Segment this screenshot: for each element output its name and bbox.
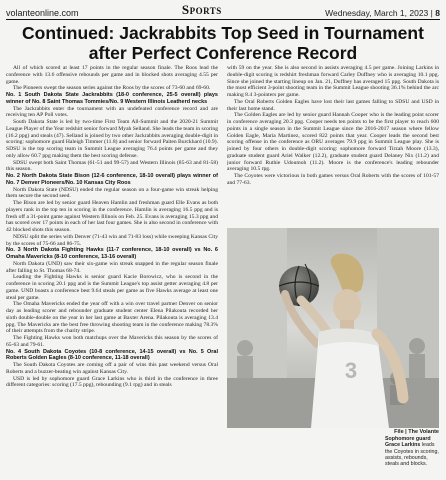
article-paragraph: The Coyotes were victorious in both games versus Oral Roberts with the scores of 101-57 and 77-63. <box>227 173 439 186</box>
article-paragraph: North Dakota (UND) saw their six-game win streak snapped in the regular season finale after falling to St. Thomas 68-74. <box>6 260 218 274</box>
article-paragraph: South Dakota State is led by two-time First Team All-Summit and the 2020-21 Summit League Player of the Year redshirt senior forward Myah Selland. She leads the team in scoring (16.2 ppg) and steals (47). Selland is joined by two other Jackrabbits averaging double-digit in scoring: sophomore guard Haleigh Timmer (11.8) and senior forward Paiten Burckhard (10.9). SDSU is the top scoring team in Summit League averaging 76.4 points per game and they only allow 60.7 ppg making them the best scoring defense. <box>6 119 218 159</box>
matchup-subhead: No. 2 North Dakota State Bison (12-6 conference, 18-10 overall) plays winner of No. 7 Denver Pioneers/No. 10 Kansas City Roos <box>6 173 218 186</box>
article-paragraph: North Dakota State (NDSU) ended the regular season on a four-game win streak helping them secure the second seed. <box>6 186 218 200</box>
article-paragraph: The Oral Roberts Golden Eagles have lost their last games falling to SDSU and USD in their last home stand. <box>227 98 439 112</box>
site-url[interactable]: volanteonline.com <box>6 8 79 18</box>
article-paragraph: All of which scored at least 17 points in the regular season finale. The Roos lead the conference with 13.6 offensive rebounds per game and in blocked shots averaging 4.55 per game. <box>6 65 218 85</box>
photo-credit <box>227 429 439 435</box>
masthead-rule <box>6 19 440 20</box>
basketball-photo <box>227 228 439 428</box>
photo-caption-subject: Sophomore guard Grace Larkins <box>385 436 431 449</box>
page-number: 8 <box>435 8 440 18</box>
masthead <box>6 2 440 18</box>
photo-caption <box>385 436 441 467</box>
article-paragraph: The Bison are led by senior guard Heaven Hamlin and freshman guard Elle Evans as both players rank in the top ten in scoring in the conference. Hamlin is averaging 16.5 ppg and is fresh off a 31-point game against Western Illinois on Feb. 25. Evans is averaging 15.3 ppg and has scored over 17 points in each of her last four games. She is also second in conference with 42 blocked shots this season. <box>6 200 218 233</box>
matchup-subhead: No. 4 South Dakota Coyotes (10-8 conference, 14-15 overall) vs No. 5 Oral Roberts Golden Eagles (8-10 conference, 11-18 overall) <box>6 348 218 362</box>
article-column-left <box>6 65 218 477</box>
article-paragraph: The Pioneers swept the season series against the Roos by the scores of 73-60 and 69-60. <box>13 85 211 92</box>
headline-line-1: Continued: Jackrabbits Top Seed in Tournament <box>22 23 424 43</box>
svg-text:3: 3 <box>344 358 358 383</box>
section-name: Sports <box>181 2 222 17</box>
photo-illustration <box>227 228 439 428</box>
article-paragraph: USD is led by sophomore guard Grace Larkins who is third in the conference in three different categories: scoring (17.5 ppg), rebounding (9.1 rpg) and in steals <box>6 375 218 389</box>
issue-date: Wednesday, March 1, 2023 <box>325 8 429 18</box>
article-paragraph: with 59 on the year. She is also second in assists averaging 4.5 per game. Joining Larkins in double-digit scoring is redshirt freshman forward Carley Duffney who is averaging 10.1 ppg. Since she joined the starting lineup on Jan. 21, Duffney has averaged 15 ppg. South Dakota is the most efficient 3-point shooting team in the Summit League shooting 36.1% behind the arc making 8.4 3-pointers per game. <box>227 65 439 98</box>
article-paragraph: NDSU split the series with Denver (71-43 win and 71-83 loss) while sweeping Kansas City by the scores of 75-66 and 86-75. <box>6 233 218 247</box>
headline <box>6 23 440 63</box>
article-paragraph: The Jackrabbits enter the tournament with an undefeated conference record and are receiving ten AP Poll votes. <box>6 105 218 119</box>
article-paragraph: The South Dakota Coyotes are coming off a pair of wins this past weekend versus Oral Roberts and a buzzer-beating win against Kansas City. <box>6 362 218 375</box>
article-paragraph: SDSU swept both Saint Thomas (61-51 and 99-57) and Western Illinois (85-63 and 81-58) this season. <box>6 159 218 173</box>
article-paragraph: The Golden Eagles are led by senior guard Hannah Cooper who is the leading point scorer in conference averaging 20.3 ppg. Cooper needs ten points to be the first player to reach 600 points in a single season in the Summit League since the 2016-2017 season where fellow Golden Eagle, Maria Martinez, scored 822 points that year. Cooper leads the second best scoring offense in the conference as ORU averages 79.9 ppg in Summit League play. She is joined by four others in double-digit scoring: sophomore forward Tirzah Moore (13.3), graduate student guard Ariel Walker (12.2), graduate student guard Delaney Nix (11.2) and junior forward Ruthie Udoumoh (11.2). Moore is the conference's leading rebounder averaging 10.5 rpg. <box>227 112 439 173</box>
article-paragraph: Leading the Fighting Hawks is senior guard Kacie Borowicz, who is second in the conference in scoring 20.1 ppg and is the Summit League's top assist getter averaging 4.8 per game. UND boasts a conference best 9.64 steals per game as five Hawks average at least one steal per game. <box>6 274 218 301</box>
photo-credit-text: File | The Volante <box>394 429 439 435</box>
photo-caption-text: leads the Coyotes in scoring, assists, rebounds, steals and blocks. <box>385 442 439 468</box>
headline-line-2: after Perfect Conference Record <box>88 43 358 63</box>
article-paragraph: The Fighting Hawks won both matchups over the Mavericks this season by the scores of 65-63 and 79-61. <box>6 335 218 348</box>
matchup-subhead: No. 3 North Dakota Fighting Hawks (11-7 conference, 18-10 overall) vs No. 6 Omaha Mavericks (8-10 conference, 13-16 overall) <box>6 247 218 260</box>
article-column-right <box>227 65 439 225</box>
matchup-subhead: No. 1 South Dakota State Jackrabbits (18-0 conference, 25-5 overall) plays winner of No. 8 Saint Thomas Tommies/No. 9 Western Illinois Leatherd necks <box>6 92 218 105</box>
dateline: Wednesday, March 1, 2023 | 8 <box>325 8 440 18</box>
article-paragraph: The Omaha Mavericks ended the year off with a win over travel partner Denver on senior day as leading scorer and rebounder graduate student center Elena Pilakouta recorded her sixth double-double on the year in her last game at Baxter Arena. Pilakouta is averaging 13.4 ppg. The Mavericks are the best free throwing shooting team in the conference making 78.3% of their attempts from the charity stripe. <box>6 301 218 335</box>
